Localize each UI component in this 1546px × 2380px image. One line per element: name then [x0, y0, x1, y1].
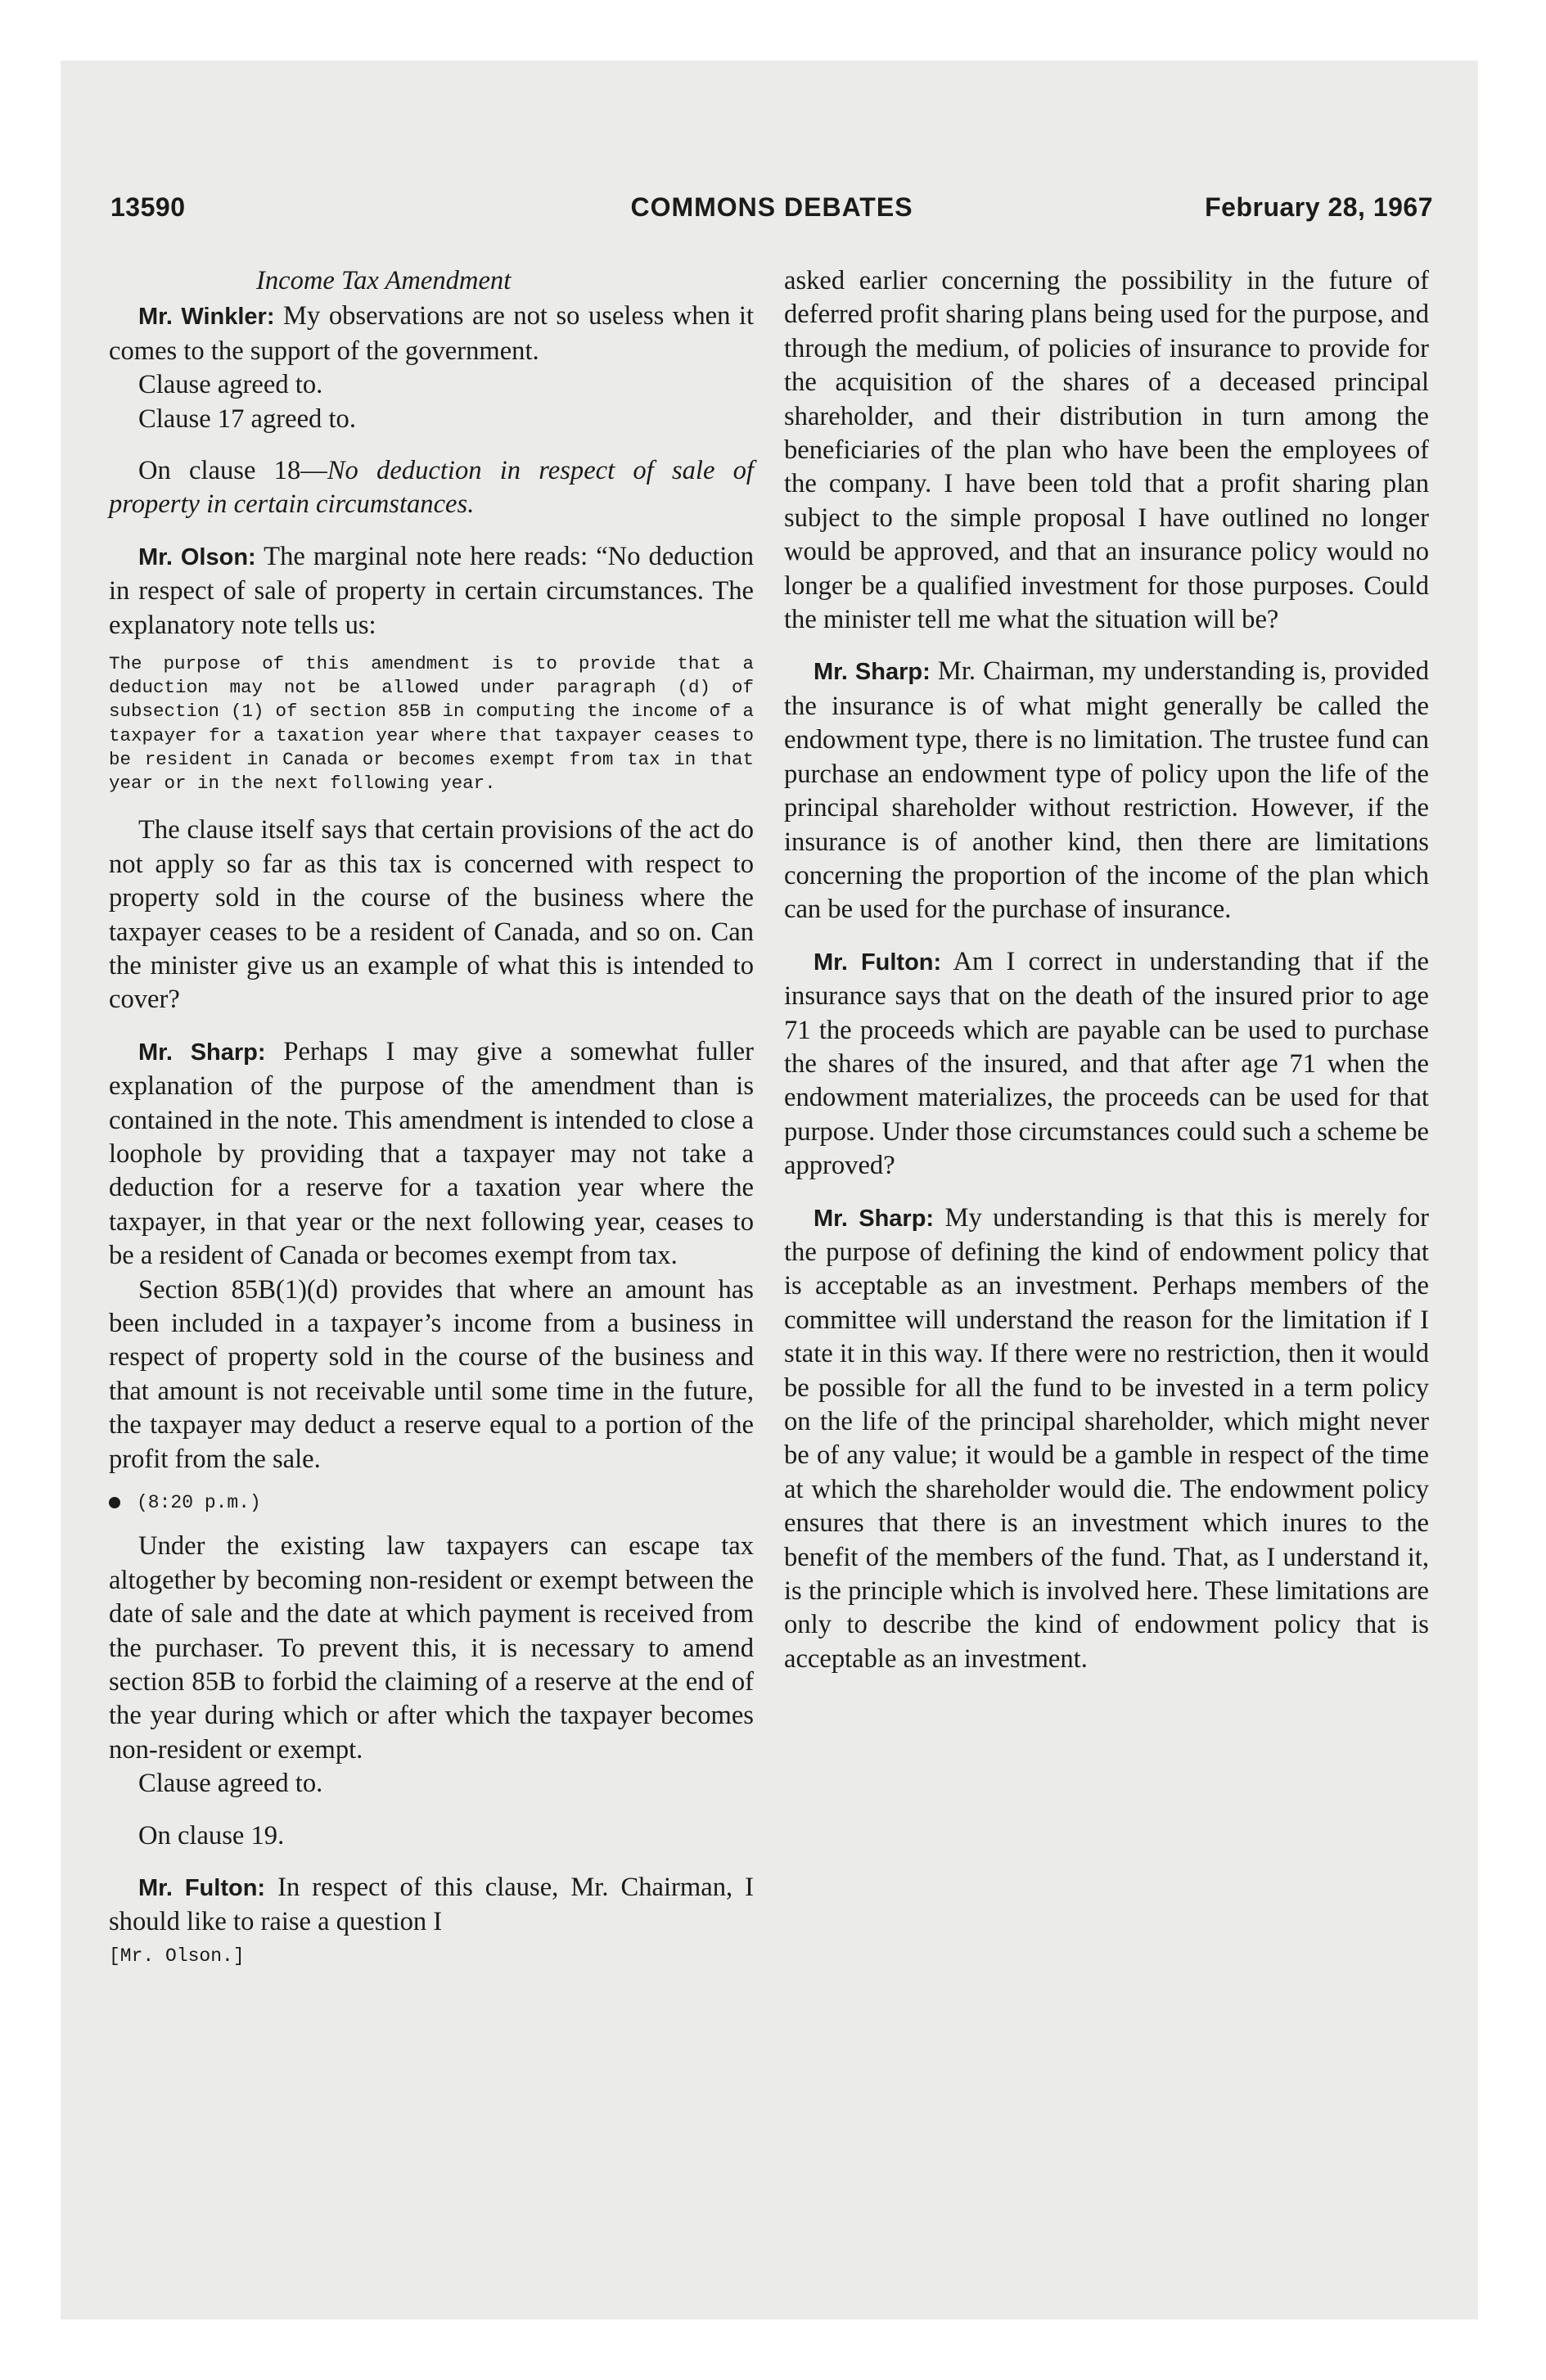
clause-heading	[109, 454, 754, 522]
paragraph: The clause itself says that certain provisions of the act do not apply so far as this tax is concerned with respect to property sold in the course of the business where the taxpayer ceases to be a resident of Canada, and so on. Can the minister give us an example of what this is intended to cover?	[109, 815, 754, 1015]
paragraph: On clause 19.	[138, 1820, 285, 1850]
paragraph-text: The marginal note here reads: “No deduction in respect of sale of property in certain circumstances. The explanatory note tells us:	[109, 541, 754, 640]
bullet-icon	[109, 1497, 120, 1508]
paragraph	[109, 540, 754, 642]
paragraph-text: My observations are not so useless when it comes to the support of the government.	[109, 301, 754, 366]
page-number: 13590	[110, 192, 186, 222]
explanatory-note-quote: The purpose of this amendment is to provide that a deduction may not be allowed under paragraph (d) of subsection (1) of section 85B in computing the income of a taxpayer for a taxation year where that taxpayer ceases to be resident in Canada or becomes exempt from tax in that year or in the next following year.	[109, 653, 754, 795]
speaker-name: Mr. Sharp:	[814, 1205, 935, 1232]
paragraph: Clause agreed to.	[138, 370, 323, 400]
paragraph	[109, 1871, 754, 1940]
clause-prefix: On clause 18—	[138, 456, 327, 486]
timestamp	[109, 1486, 754, 1520]
clause-title: No deduction in respect of sale of property in certain circumstances.	[109, 456, 754, 520]
paragraph	[784, 655, 1429, 926]
paragraph	[109, 300, 754, 368]
left-column	[109, 264, 754, 1973]
paragraph	[109, 1035, 754, 1273]
paragraph-text: In respect of this clause, Mr. Chairman, I should like to raise a question I	[109, 1873, 755, 1937]
speaker-name: Mr. Olson:	[138, 543, 256, 570]
speaker-name: Mr. Sharp:	[814, 659, 931, 686]
publication-title: COMMONS DEBATES	[630, 192, 913, 222]
paragraph-text: Perhaps I may give a somewhat fuller explanation of the purpose of the amendment than is contained in the note. This amendment is intended to close a loophole by providing that a taxpayer may not take a deduction for a reserve for a taxation year where the taxpayer, in that year or the next following year, ceases to be a resident of Canada or becomes exempt from tax.	[109, 1036, 754, 1271]
paragraph	[784, 945, 1429, 1183]
paragraph: Under the existing law taxpayers can escape tax altogether by becoming non-resident or exempt between the date of sale and the date at which payment is received from the purchaser. To prevent this, it is necessary to amend section 85B to forbid the claiming of a reserve at the end of the year during which or after which the taxpayer becomes non-resident or exempt.	[109, 1531, 754, 1765]
paragraph: Section 85B(1)(d) provides that where an amount has been included in a taxpayer’s income from a business in respect of property sold in the course of the business and that amount is not receivable until some time in the future, the taxpayer may deduct a reserve equal to a portion of the profit from the sale.	[109, 1274, 754, 1474]
paragraph-text: My understanding is that this is merely for the purpose of defining the kind of endowment policy that is acceptable as an investment. Perhaps members of the committee will understand the reason for the limitation if I state it in this way. If there were no restriction, then it would be possible for all the fund to be invested in a term policy on the life of the principal shareholder, which might never be of any value; it would be a gamble in respect of the time at which the shareholder would die. The endowment policy ensures that there is an investment which inures to the benefit of the members of the fund. That, as I understand it, is the principle which is involved here. These limitations are only to describe the kind of endowment policy that is acceptable as an investment.	[784, 1202, 1429, 1674]
speaker-name: Mr. Fulton:	[814, 949, 942, 976]
page-date: February 28, 1967	[1205, 192, 1433, 222]
speaker-name: Mr. Winkler:	[138, 304, 275, 331]
right-column	[784, 264, 1429, 1676]
speaker-name: Mr. Fulton:	[138, 1875, 266, 1902]
speaker-tag: [Mr. Olson.]	[109, 1945, 245, 1967]
running-title: Income Tax Amendment	[256, 266, 512, 295]
paragraph: Clause agreed to.	[138, 1769, 323, 1799]
paragraph	[784, 1201, 1429, 1677]
page-header	[110, 192, 1433, 241]
speaker-name: Mr. Sharp:	[138, 1039, 266, 1066]
paragraph-text: Am I correct in understanding that if the insurance says that on the death of the insured prior to age 71 the proceeds which are payable can be used to purchase the shares of the insured, and that after age 71 when the endowment materializes, the proceeds can be used for that purpose. Under those circumstances could such a scheme be approved?	[784, 946, 1429, 1181]
paragraph: Clause 17 agreed to.	[138, 403, 356, 434]
paragraph-text: Mr. Chairman, my understanding is, provided the insurance is of what might generally be called the endowment type, there is no limitation. The trustee fund can purchase an endowment type of policy upon the life of the principal shareholder without restriction. However, if the insurance is of another kind, then there are limitations concerning the proportion of the income of the plan which can be used for the purchase of insurance.	[784, 656, 1429, 925]
paragraph: asked earlier concerning the possibility in the future of deferred profit sharing plans being used for the purpose, and through the medium, of policies of insurance to provide for the acquisition of the shares of a deceased principal shareholder, and their distribution in turn among the beneficiaries of the plan who have been the employees of the company. I have been told that a profit sharing plan subject to the simple proposal I have outlined no longer would be approved, and that an insurance policy would no longer be a qualified investment for those purposes. Could the minister tell me what the situation will be?	[784, 266, 1429, 635]
timestamp-text: (8:20 p.m.)	[137, 1492, 261, 1513]
